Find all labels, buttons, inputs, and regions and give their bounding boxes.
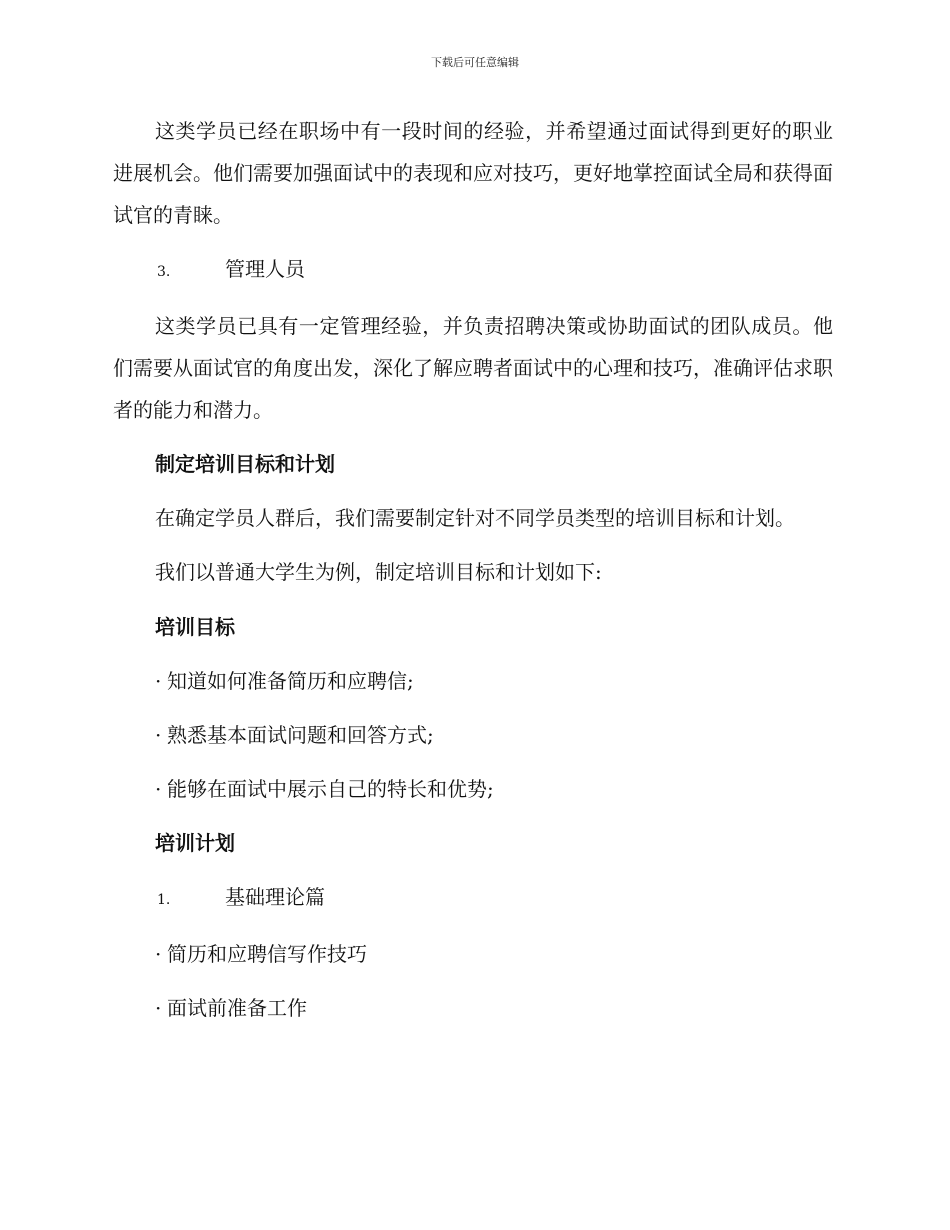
bullet-icon: · [155,723,162,747]
paragraph-experienced-staff: 这类学员已经在职场中有一段时间的经验，并希望通过面试得到更好的职业进展机会。他们需要加强面试中的表现和应对技巧，更好地掌控面试全局和获得面试官的青睐。 [113,119,833,227]
bullet-icon: · [155,996,162,1020]
list-item-text: 管理人员 [225,257,305,281]
numbered-item-managers [113,248,833,293]
list-number: 3. [157,264,171,280]
header-note: 下载后可任意编辑 [431,56,519,69]
list-item-text: 知道如何准备简历和应聘信; [167,669,414,693]
document-body [113,110,833,1041]
list-item [113,660,833,702]
heading-training-goals: 培训目标 [155,615,235,639]
heading-training-plan: 培训计划 [155,831,235,855]
numbered-item-basic-theory [113,876,833,921]
bullet-icon: · [155,777,162,801]
list-item-text: 能够在面试中展示自己的特长和优势; [167,777,494,801]
list-item-text: 简历和应聘信写作技巧 [167,942,367,966]
paragraph-example-intro: 我们以普通大学生为例，制定培训目标和计划如下: [155,560,602,584]
bullet-icon: · [155,942,162,966]
list-item [113,933,833,975]
list-item [113,768,833,810]
list-number: 1. [157,892,171,908]
heading-training-goals-plan: 制定培训目标和计划 [155,452,335,476]
bullet-icon: · [155,669,162,693]
list-item-text: 面试前准备工作 [167,996,307,1020]
list-item [113,987,833,1029]
list-item [113,714,833,756]
list-item-text: 熟悉基本面试问题和回答方式; [167,723,434,747]
paragraph-after-audience: 在确定学员人群后，我们需要制定针对不同学员类型的培训目标和计划。 [155,506,795,530]
paragraph-managers: 这类学员已具有一定管理经验，并负责招聘决策或协助面试的团队成员。他们需要从面试官的角度出发，深化了解应聘者面试中的心理和技巧，准确评估求职者的能力和潜力。 [113,314,833,422]
list-item-text: 基础理论篇 [225,885,325,909]
